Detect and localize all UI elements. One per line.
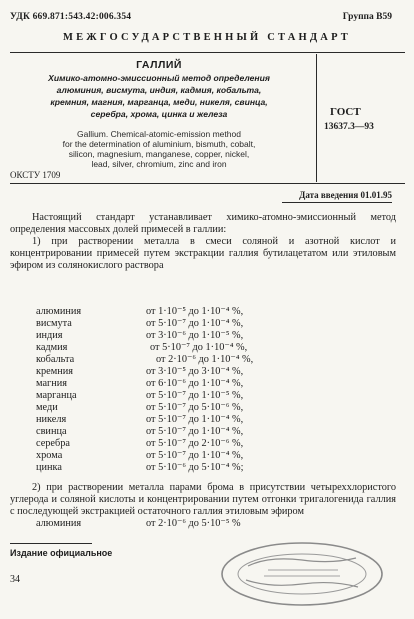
element-range: от 5·10⁻⁷ до 2·10⁻⁶ %, xyxy=(146,438,244,449)
element-range: от 2·10⁻⁶ до 5·10⁻⁵ % xyxy=(146,518,241,529)
title-en-line-1: Gallium. Chemical-atomic-emission method xyxy=(77,129,241,139)
element-name: меди xyxy=(36,402,58,413)
element-name: висмута xyxy=(36,318,72,329)
element-name: цинка xyxy=(36,462,62,473)
page-number: 34 xyxy=(10,574,20,585)
element-name: серебра xyxy=(36,438,70,449)
element-range: от 3·10⁻⁶ до 1·10⁻⁵ %, xyxy=(146,330,244,341)
title-en-line-3: silicon, magnesium, manganese, copper, nickel, xyxy=(68,149,250,159)
title-main: ГАЛЛИЙ xyxy=(136,59,182,71)
element-name: свинца xyxy=(36,426,67,437)
element-name: кремния xyxy=(36,366,73,377)
item-2-paragraph: 2) при растворении металла парами брома в присутствии четыреххлористого углерода и соляной кислоты и концентрировании путем отгонки тригалогенида галлия с последующей экстракцией остаточного галлия этиловым эфиром xyxy=(10,482,396,517)
element-name: кобальта xyxy=(36,354,75,365)
element-range: от 5·10⁻⁷ до 1·10⁻⁵ %, xyxy=(146,390,244,401)
element-name: алюминия xyxy=(36,306,82,317)
element-range: от 5·10⁻⁶ до 5·10⁻⁴ %; xyxy=(146,462,244,473)
element-range: от 2·10⁻⁶ до 1·10⁻⁴ %, xyxy=(156,354,254,365)
library-stamp-icon xyxy=(218,540,386,612)
title-line-4: серебра, хрома, цинка и железа xyxy=(90,109,228,119)
title-en-line-4: lead, silver, chromium, zinc and iron xyxy=(91,159,227,169)
element-name: магния xyxy=(36,378,67,389)
element-range: от 5·10⁻⁷ до 5·10⁻⁶ %, xyxy=(146,402,244,413)
title-en-line-2: for the determination of aluminium, bismuth, cobalt, xyxy=(62,139,256,149)
element-range: от 5·10⁻⁷ до 1·10⁻⁴ %, xyxy=(146,318,244,329)
element-range: от 5·10⁻⁷ до 1·10⁻⁴ %, xyxy=(146,426,244,437)
element-range: от 5·10⁻⁷ до 1·10⁻⁴ %, xyxy=(150,342,248,353)
element-range: от 1·10⁻⁵ до 1·10⁻⁴ %, xyxy=(146,306,244,317)
standard-type: МЕЖГОСУДАРСТВЕННЫЙ СТАНДАРТ xyxy=(62,32,352,43)
title-line-2: алюминия, висмута, индия, кадмия, кобальта, xyxy=(56,85,262,95)
edition-note: Издание официальное xyxy=(10,548,113,558)
element-range: от 5·10⁻⁷ до 1·10⁻⁴ %, xyxy=(146,414,244,425)
intro-text: Настоящий стандарт устанавливает химико-атомно-эмиссионный метод определения массовых долей примесей в галлии: xyxy=(10,212,396,235)
element-name: кадмия xyxy=(36,342,68,353)
title-line-3: кремния, магния, марганца, меди, никеля, свинца, xyxy=(50,97,268,107)
element-name: индия xyxy=(36,330,63,341)
element-name: алюминия xyxy=(36,518,82,529)
element-name: марганца xyxy=(36,390,77,401)
gost-number: 13637.3—93 xyxy=(324,122,374,132)
element-range: от 5·10⁻⁷ до 1·10⁻⁴ %, xyxy=(146,450,244,461)
group-code: Группа В59 xyxy=(342,12,392,22)
element-range: от 6·10⁻⁶ до 1·10⁻⁴ %, xyxy=(146,378,244,389)
oksu-code: ОКСТУ 1709 xyxy=(10,170,61,180)
date-intro: Дата введения 01.01.95 xyxy=(299,190,392,200)
element-name: никеля xyxy=(36,414,67,425)
gost-label: ГОСТ xyxy=(330,106,361,118)
element-name: хрома xyxy=(36,450,63,461)
udk-code: УДК 669.871:543.42:006.354 xyxy=(10,12,132,22)
element-range: от 3·10⁻⁵ до 3·10⁻⁴ %, xyxy=(146,366,244,377)
title-line-1: Химико-атомно-эмиссионный метод определения xyxy=(48,73,270,83)
footer-rule xyxy=(10,543,92,544)
item-1-text: 1) при растворении металла в смеси соляной и азотной кислот и концентрировании примесей путем экстракции галлия бутилацетатом или этиловым эфиром из солянокислого раствора xyxy=(10,236,396,271)
